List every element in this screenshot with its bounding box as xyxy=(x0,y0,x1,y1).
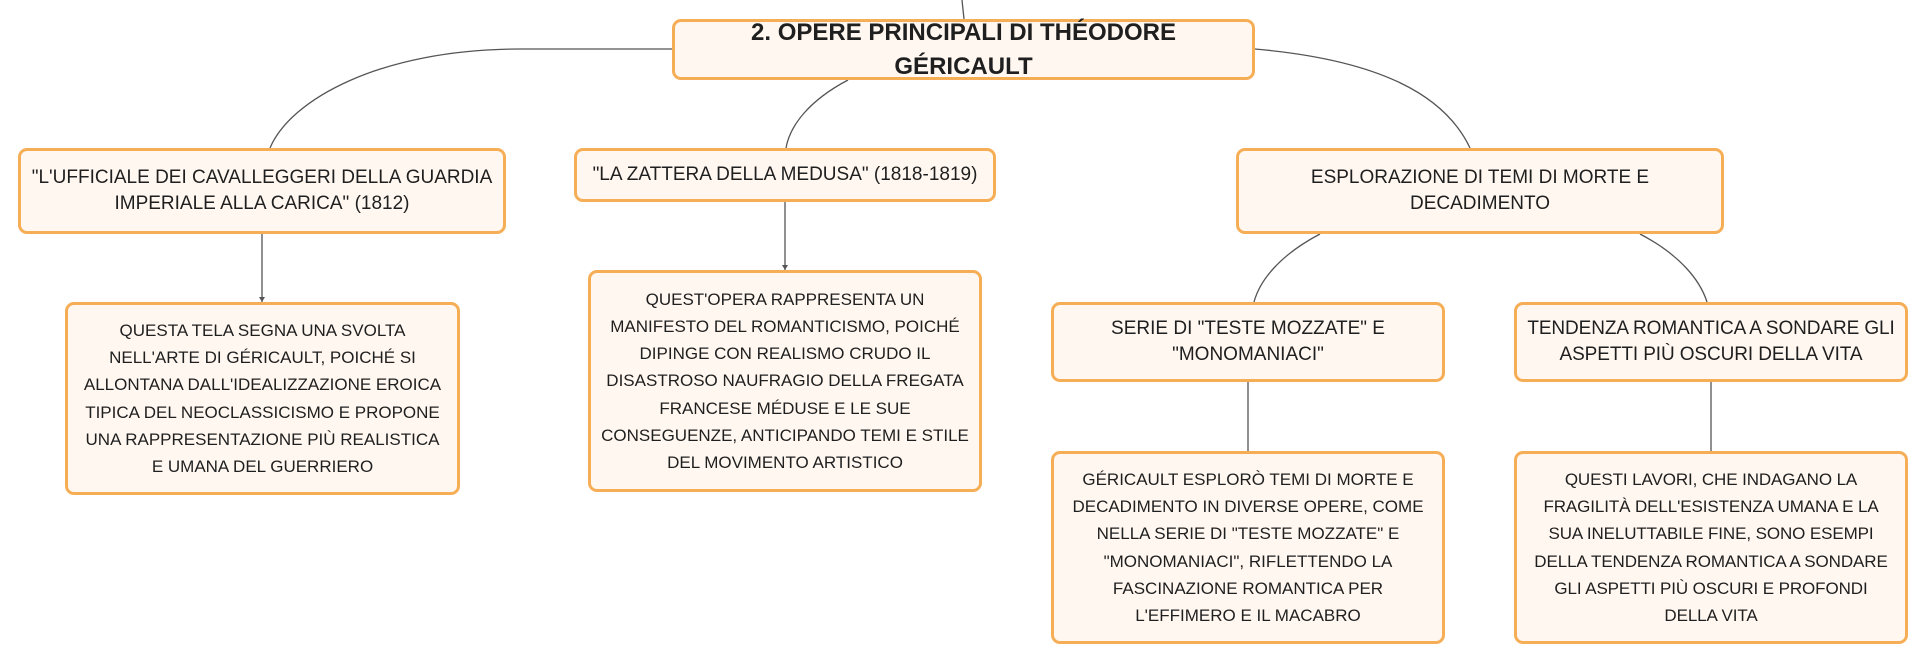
node-ufficiale-label: "L'UFFICIALE DEI CAVALLEGGERI DELLA GUARDIA IMPERIALE ALLA CARICA" (1812) xyxy=(31,166,493,214)
root-node[interactable] xyxy=(672,19,1255,80)
node-ufficiale-description-label: QUESTA TELA SEGNA UNA SVOLTA NELL'ARTE DI GÉRICAULT, POICHÉ SI ALLONTANA DALL'IDEALIZZAZIONE EROICA TIPICA DEL NEOCLASSICISMO E PROPONE UNA RAPPRESENTAZIONE PIÙ REALISTICA E UMANA DEL GUERRIERO xyxy=(83,320,442,476)
node-esplorazione-label: ESPLORAZIONE DI TEMI DI MORTE E DECADIMENTO xyxy=(1310,166,1650,214)
node-teste-mozzate-description-label: GÉRICAULT ESPLORÒ TEMI DI MORTE E DECADIMENTO IN DIVERSE OPERE, COME NELLA SERIE DI "TESTE MOZZATE" E "MONOMANIACI", RIFLETTENDO LA FASCINAZIONE ROMANTICA PER L'EFFIMERO E IL MACABRO xyxy=(1072,469,1424,625)
node-esplorazione[interactable] xyxy=(1236,148,1724,234)
connector-esplorazione-tendenza xyxy=(1640,234,1707,302)
node-tendenza-romantica-label: TENDENZA ROMANTICA A SONDARE GLI ASPETTI PIÙ OSCURI DELLA VITA xyxy=(1527,317,1895,365)
node-ufficiale-description[interactable] xyxy=(65,302,460,495)
connector-root-esplorazione xyxy=(1255,49,1470,148)
connector-esplorazione-teste xyxy=(1254,234,1320,302)
node-zattera-description[interactable] xyxy=(588,270,982,492)
node-zattera[interactable] xyxy=(574,148,996,202)
connector-root-zattera xyxy=(786,80,848,148)
node-tendenza-romantica-description[interactable] xyxy=(1514,451,1908,644)
node-tendenza-romantica[interactable] xyxy=(1514,302,1908,382)
node-teste-mozzate[interactable] xyxy=(1051,302,1445,382)
node-ufficiale[interactable] xyxy=(18,148,506,234)
node-teste-mozzate-description[interactable] xyxy=(1051,451,1445,644)
connector-root-ufficiale xyxy=(270,49,672,148)
node-tendenza-romantica-description-label: QUESTI LAVORI, CHE INDAGANO LA FRAGILITÀ DELL'ESISTENZA UMANA E LA SUA INELUTTABILE FINE, SONO ESEMPI DELLA TENDENZA ROMANTICA A SONDARE GLI ASPETTI PIÙ OSCURI E PROFONDI DELLA VITA xyxy=(1534,469,1888,625)
node-zattera-description-label: QUEST'OPERA RAPPRESENTA UN MANIFESTO DEL ROMANTICISMO, POICHÉ DIPINGE CON REALISMO CRUDO IL DISASTROSO NAUFRAGIO DELLA FREGATA FRANCESE MÉDUSE E LE SUE CONSEGUENZE, ANTICIPANDO TEMI E STILE DEL MOVIMENTO ARTISTICO xyxy=(601,289,969,472)
node-teste-mozzate-label: SERIE DI "TESTE MOZZATE" E "MONOMANIACI" xyxy=(1111,317,1385,365)
node-zattera-label: "LA ZATTERA DELLA MEDUSA" (1818-1819) xyxy=(592,163,978,185)
root-node-label: 2. OPERE PRINCIPALI DI THÉODORE GÉRICAULT xyxy=(751,19,1176,80)
